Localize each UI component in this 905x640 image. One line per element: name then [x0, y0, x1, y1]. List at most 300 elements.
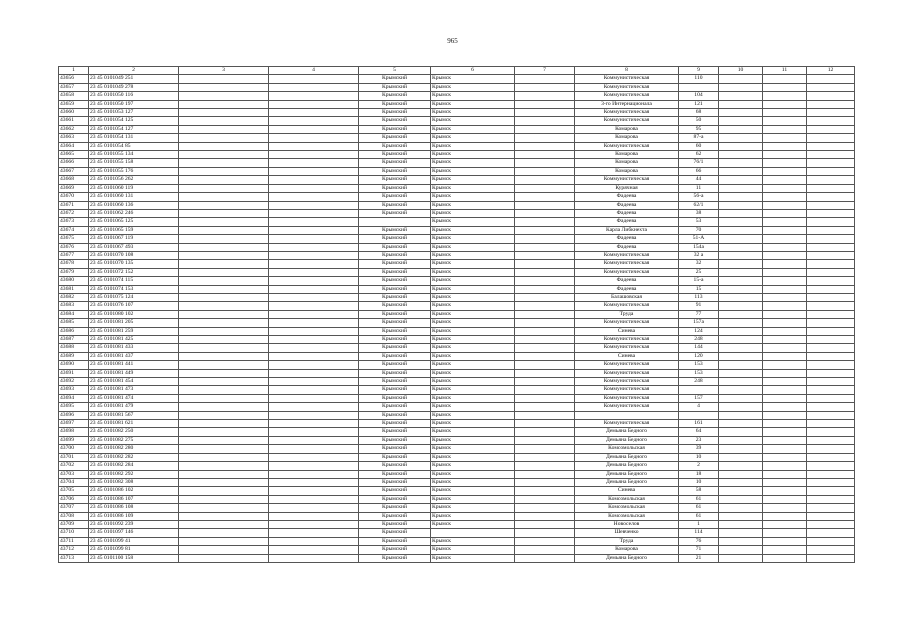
table-cell: 23 45 0101062 246	[89, 209, 179, 217]
table-cell: Крымск	[431, 151, 515, 159]
table-cell: Крымский	[359, 260, 431, 268]
table-cell: Крымский	[359, 478, 431, 486]
table-cell	[179, 142, 269, 150]
table-row	[59, 378, 855, 386]
table-cell: Крымский	[359, 117, 431, 125]
table-row	[59, 109, 855, 117]
table-cell	[719, 285, 763, 293]
table-cell	[807, 420, 855, 428]
table-cell	[719, 546, 763, 554]
table-row	[59, 142, 855, 150]
table-cell: 50	[679, 117, 719, 125]
table-cell	[515, 546, 575, 554]
table-cell	[719, 445, 763, 453]
table-cell: Синева	[575, 487, 679, 495]
table-cell	[269, 75, 359, 83]
table-row	[59, 100, 855, 108]
table-cell	[763, 83, 807, 91]
table-cell	[179, 512, 269, 520]
table-cell: 23 45 0101050 197	[89, 100, 179, 108]
table-cell: Крымский	[359, 470, 431, 478]
table-row	[59, 117, 855, 125]
table-row	[59, 420, 855, 428]
table-cell	[179, 125, 269, 133]
table-cell	[807, 285, 855, 293]
table-cell	[269, 251, 359, 259]
column-number: 10	[719, 67, 763, 75]
table-cell	[269, 352, 359, 360]
column-number: 11	[763, 67, 807, 75]
table-cell	[807, 462, 855, 470]
table-cell	[807, 369, 855, 377]
table-cell: Крымск	[431, 411, 515, 419]
column-number: 2	[89, 67, 179, 75]
table-row	[59, 285, 855, 293]
table-cell: Крымск	[431, 226, 515, 234]
table-cell: 43668	[59, 176, 89, 184]
table-cell	[179, 394, 269, 402]
table-cell: Крымск	[431, 302, 515, 310]
table-cell	[269, 125, 359, 133]
table-cell: 23	[679, 436, 719, 444]
table-cell: 23 45 0101054 127	[89, 125, 179, 133]
table-cell: 23 45 0101081 259	[89, 327, 179, 335]
table-cell	[807, 142, 855, 150]
table-cell	[179, 176, 269, 184]
table-cell: Крымский	[359, 125, 431, 133]
table-cell	[807, 546, 855, 554]
table-cell	[515, 369, 575, 377]
table-cell	[763, 209, 807, 217]
table-cell	[515, 226, 575, 234]
table-cell	[179, 218, 269, 226]
table-cell: Коммунистическая	[575, 361, 679, 369]
table-cell	[807, 537, 855, 545]
table-cell	[515, 125, 575, 133]
table-cell: 153	[679, 361, 719, 369]
table-cell: Крымский	[359, 420, 431, 428]
table-row	[59, 293, 855, 301]
table-cell: 43663	[59, 134, 89, 142]
table-cell: Коммунистическая	[575, 394, 679, 402]
table-cell	[719, 302, 763, 310]
table-cell	[763, 378, 807, 386]
table-cell: Крымский	[359, 428, 431, 436]
table-cell: Крымский	[359, 411, 431, 419]
table-cell: 62	[679, 151, 719, 159]
table-cell: 51-А	[679, 235, 719, 243]
table-cell	[719, 277, 763, 285]
table-cell	[763, 100, 807, 108]
table-row	[59, 462, 855, 470]
table-cell: Фадеева	[575, 243, 679, 251]
table-cell: Крымский	[359, 344, 431, 352]
table-cell	[679, 386, 719, 394]
table-cell: Крымский	[359, 436, 431, 444]
table-cell: 43678	[59, 260, 89, 268]
table-cell: Крымский	[359, 184, 431, 192]
table-cell	[515, 209, 575, 217]
table-cell: Крымский	[359, 403, 431, 411]
table-cell	[807, 302, 855, 310]
table-cell	[515, 378, 575, 386]
table-cell: 43665	[59, 151, 89, 159]
table-cell	[515, 201, 575, 209]
table-cell	[763, 142, 807, 150]
table-cell: Крымский	[359, 537, 431, 545]
table-cell: 23 45 0101081 205	[89, 319, 179, 327]
table-cell	[515, 487, 575, 495]
table-cell	[807, 361, 855, 369]
table-row	[59, 327, 855, 335]
table-row	[59, 201, 855, 209]
table-cell	[807, 504, 855, 512]
table-cell	[807, 327, 855, 335]
table-cell	[515, 243, 575, 251]
page-number: 965	[447, 37, 458, 45]
table-cell	[515, 310, 575, 318]
table-cell: Крымск	[431, 125, 515, 133]
table-cell	[719, 218, 763, 226]
table-row	[59, 184, 855, 192]
table-cell: 23 45 0101055 134	[89, 151, 179, 159]
table-cell: 43713	[59, 554, 89, 562]
table-cell: 32 а	[679, 251, 719, 259]
table-cell: Коммунистическая	[575, 302, 679, 310]
table-cell	[179, 184, 269, 192]
table-cell: 23 45 0101074 153	[89, 285, 179, 293]
table-cell	[179, 487, 269, 495]
table-cell	[515, 420, 575, 428]
table-row	[59, 403, 855, 411]
table-cell	[269, 142, 359, 150]
table-cell	[179, 243, 269, 251]
table-cell: 23 45 0101065 125	[89, 218, 179, 226]
table-cell: 23 45 0101082 292	[89, 470, 179, 478]
table-cell: Крымск	[431, 445, 515, 453]
table-cell: Комсомольская	[575, 512, 679, 520]
table-cell: 43657	[59, 83, 89, 91]
table-cell: Крымск	[431, 277, 515, 285]
table-cell	[807, 251, 855, 259]
table-cell: 43711	[59, 537, 89, 545]
table-cell	[515, 83, 575, 91]
table-cell	[179, 336, 269, 344]
table-cell: Крымск	[431, 100, 515, 108]
table-cell	[515, 428, 575, 436]
table-cell	[515, 495, 575, 503]
table-cell	[179, 209, 269, 217]
table-cell	[269, 167, 359, 175]
table-cell	[179, 319, 269, 327]
table-cell	[763, 336, 807, 344]
table-cell: 43658	[59, 92, 89, 100]
table-cell: 61	[679, 512, 719, 520]
table-cell: 23 45 0101049 251	[89, 75, 179, 83]
table-cell: Крымский	[359, 134, 431, 142]
table-row	[59, 394, 855, 402]
table-row	[59, 546, 855, 554]
table-cell	[269, 554, 359, 562]
table-row	[59, 134, 855, 142]
table-cell: Балашовская	[575, 293, 679, 301]
table-cell: 21	[679, 554, 719, 562]
table-cell: Крымский	[359, 336, 431, 344]
table-cell: 43679	[59, 268, 89, 276]
table-cell	[807, 277, 855, 285]
table-cell: 23 45 0101081 479	[89, 403, 179, 411]
table-row	[59, 361, 855, 369]
table-cell: 43699	[59, 436, 89, 444]
table-cell	[719, 109, 763, 117]
table-cell: 23 45 0101082 275	[89, 436, 179, 444]
table-cell	[515, 462, 575, 470]
table-cell	[807, 235, 855, 243]
table-cell	[719, 520, 763, 528]
table-cell: 23 45 0101086 109	[89, 512, 179, 520]
column-number-row	[59, 67, 855, 75]
table-cell	[179, 260, 269, 268]
table-cell	[179, 327, 269, 335]
table-cell	[807, 529, 855, 537]
table-cell: Крымск	[431, 201, 515, 209]
table-cell: 23 45 0101081 449	[89, 369, 179, 377]
table-cell	[763, 403, 807, 411]
table-cell	[807, 453, 855, 461]
table-cell	[719, 201, 763, 209]
table-cell: Крымск	[431, 117, 515, 125]
table-cell: Шевченко	[575, 529, 679, 537]
table-cell	[807, 151, 855, 159]
table-cell: 87-а	[679, 134, 719, 142]
table-cell	[719, 344, 763, 352]
table-cell	[719, 487, 763, 495]
table-cell	[269, 201, 359, 209]
table-cell: 43664	[59, 142, 89, 150]
table-cell	[719, 151, 763, 159]
table-cell: 120	[679, 352, 719, 360]
table-cell	[269, 176, 359, 184]
table-cell	[179, 344, 269, 352]
table-cell: 23 45 0101065 159	[89, 226, 179, 234]
table-cell: Фадеева	[575, 201, 679, 209]
table-cell	[515, 478, 575, 486]
table-row	[59, 344, 855, 352]
table-cell: Крымск	[431, 260, 515, 268]
table-cell: Крымск	[431, 420, 515, 428]
table-cell	[179, 537, 269, 545]
table-cell	[763, 92, 807, 100]
table-cell	[179, 352, 269, 360]
table-cell	[807, 487, 855, 495]
table-cell	[807, 201, 855, 209]
table-cell	[719, 361, 763, 369]
table-cell	[807, 319, 855, 327]
table-cell	[719, 529, 763, 537]
table-row	[59, 537, 855, 545]
table-row	[59, 251, 855, 259]
table-cell: Фадеева	[575, 193, 679, 201]
table-cell: 61	[679, 504, 719, 512]
table-cell	[515, 512, 575, 520]
table-cell: Коммунистическая	[575, 420, 679, 428]
table-cell	[763, 159, 807, 167]
table-row	[59, 369, 855, 377]
table-cell: 32	[679, 260, 719, 268]
table-cell: Демьяна Бедного	[575, 462, 679, 470]
table-cell	[807, 268, 855, 276]
table-cell	[515, 285, 575, 293]
table-cell	[359, 218, 431, 226]
table-cell: 43705	[59, 487, 89, 495]
table-row	[59, 310, 855, 318]
table-cell	[269, 285, 359, 293]
table-cell: 43694	[59, 394, 89, 402]
table-cell: 66	[679, 167, 719, 175]
table-cell	[269, 193, 359, 201]
table-cell: Крымский	[359, 369, 431, 377]
table-cell: 23 45 0101081 425	[89, 336, 179, 344]
table-cell	[269, 83, 359, 91]
table-cell	[807, 403, 855, 411]
table-cell	[679, 411, 719, 419]
table-cell	[269, 546, 359, 554]
table-cell: 248	[679, 378, 719, 386]
table-cell	[179, 411, 269, 419]
table-cell	[269, 369, 359, 377]
table-cell: Крымский	[359, 487, 431, 495]
table-cell	[269, 327, 359, 335]
table-cell: 114	[679, 529, 719, 537]
table-cell	[515, 134, 575, 142]
column-number: 5	[359, 67, 431, 75]
table-cell	[763, 462, 807, 470]
table-cell	[719, 184, 763, 192]
table-cell: 91	[679, 302, 719, 310]
table-cell	[575, 411, 679, 419]
table-cell	[719, 336, 763, 344]
table-cell: Комарова	[575, 151, 679, 159]
table-cell	[269, 243, 359, 251]
table-row	[59, 302, 855, 310]
table-cell	[515, 453, 575, 461]
table-cell: Труда	[575, 537, 679, 545]
table-row	[59, 92, 855, 100]
table-cell: Крымский	[359, 453, 431, 461]
table-cell	[515, 277, 575, 285]
table-cell	[515, 504, 575, 512]
table-cell	[515, 394, 575, 402]
table-cell	[763, 75, 807, 83]
table-cell: 61	[679, 495, 719, 503]
table-cell: Карла Либкнехта	[575, 226, 679, 234]
table-cell: 23 45 0101081 567	[89, 411, 179, 419]
column-number: 6	[431, 67, 515, 75]
table-cell	[179, 302, 269, 310]
table-cell: 23 45 0101054 131	[89, 134, 179, 142]
table-cell	[763, 520, 807, 528]
table-cell: 43659	[59, 100, 89, 108]
table-cell: 62/1	[679, 201, 719, 209]
table-cell: 43702	[59, 462, 89, 470]
table-cell: Крымск	[431, 546, 515, 554]
table-cell: Крымск	[431, 235, 515, 243]
table-cell	[179, 251, 269, 259]
table-cell: 157	[679, 394, 719, 402]
table-cell	[763, 478, 807, 486]
table-cell: Крымск	[431, 554, 515, 562]
table-cell	[269, 92, 359, 100]
table-row	[59, 235, 855, 243]
table-cell	[515, 100, 575, 108]
table-cell	[269, 302, 359, 310]
table-cell	[179, 386, 269, 394]
table-cell	[807, 209, 855, 217]
table-cell	[179, 293, 269, 301]
table-cell: 76/1	[679, 159, 719, 167]
table-cell: Крымск	[431, 378, 515, 386]
table-cell	[179, 462, 269, 470]
table-cell	[269, 100, 359, 108]
column-number: 9	[679, 67, 719, 75]
table-cell	[515, 92, 575, 100]
table-cell	[763, 529, 807, 537]
table-row	[59, 411, 855, 419]
table-cell: 43685	[59, 319, 89, 327]
table-cell: Крымский	[359, 193, 431, 201]
table-cell: Крымский	[359, 352, 431, 360]
table-cell	[515, 411, 575, 419]
table-cell	[763, 277, 807, 285]
table-cell	[179, 75, 269, 83]
table-cell: Крымский	[359, 243, 431, 251]
table-cell: 25	[679, 268, 719, 276]
table-cell	[719, 142, 763, 150]
table-cell: 15-а	[679, 277, 719, 285]
table-cell	[807, 470, 855, 478]
column-number: 4	[269, 67, 359, 75]
table-cell: Крымск	[431, 310, 515, 318]
table-cell: Демьяна Бедного	[575, 478, 679, 486]
table-cell: Крымский	[359, 462, 431, 470]
table-cell	[269, 386, 359, 394]
table-cell	[269, 462, 359, 470]
table-cell	[179, 117, 269, 125]
table-cell	[179, 268, 269, 276]
table-cell: Крымский	[359, 327, 431, 335]
table-cell: 15	[679, 285, 719, 293]
table-cell: 23 45 0101075 124	[89, 293, 179, 301]
table-cell	[179, 193, 269, 201]
table-cell: Крымск	[431, 142, 515, 150]
table-cell: 23 45 0101053 127	[89, 109, 179, 117]
table-cell: Коммунистическая	[575, 251, 679, 259]
table-cell	[269, 428, 359, 436]
table-cell	[515, 193, 575, 201]
table-cell: 53	[679, 218, 719, 226]
table-cell	[763, 302, 807, 310]
table-cell: Крымский	[359, 209, 431, 217]
table-row	[59, 520, 855, 528]
table-row	[59, 470, 855, 478]
table-row	[59, 319, 855, 327]
table-cell	[179, 420, 269, 428]
table-row	[59, 167, 855, 175]
table-cell: 43680	[59, 277, 89, 285]
table-cell	[807, 495, 855, 503]
table-cell	[719, 209, 763, 217]
table-cell: Демьяна Бедного	[575, 428, 679, 436]
